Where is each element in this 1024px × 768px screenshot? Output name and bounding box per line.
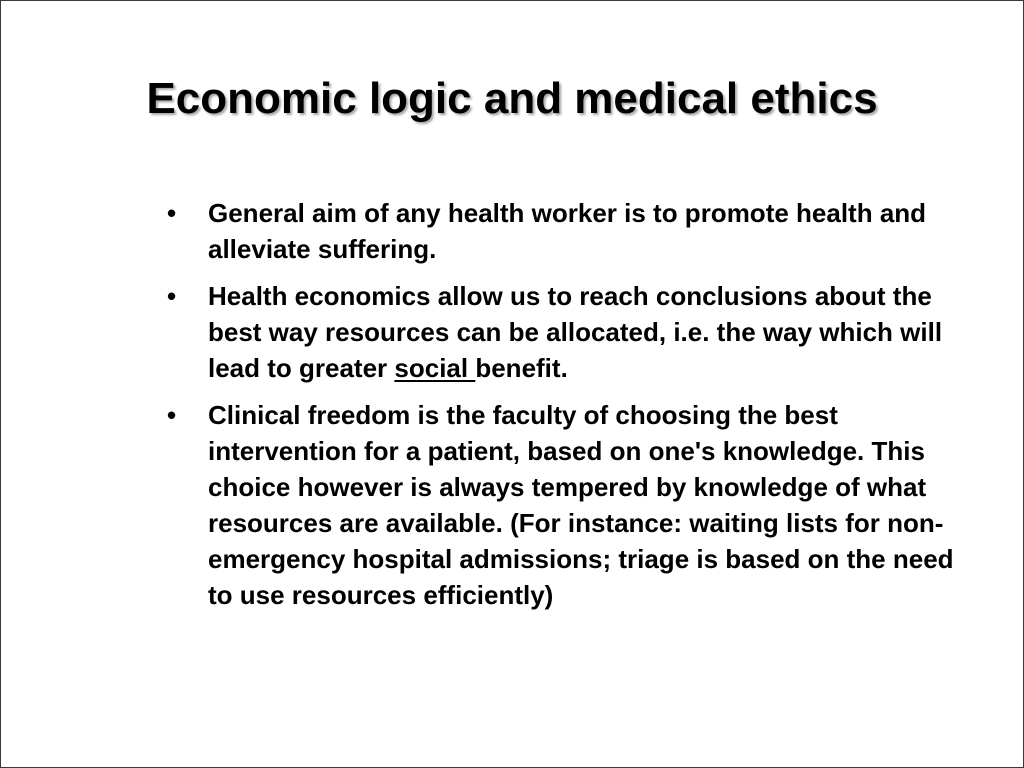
bullet-item (163, 278, 983, 386)
bullet-icon: • (167, 281, 177, 311)
bullet-item (163, 195, 983, 267)
bullet-text-part: Health economics allow us to reach conclusions about the best way resources can be allocated, i.e. the way which will lead to greater (208, 281, 943, 383)
bullet-text: General aim of any health worker is to promote health and alleviate suffering. (208, 198, 927, 264)
bullet-text: Clinical freedom is the faculty of choosing the best intervention for a patient, based on one's knowledge. This choice however is always tempered by knowledge of what resources are available. (For instance: waiting lists for non-emergency hospital admissions; triage is based on the need to use resources efficiently) (208, 400, 954, 610)
bullet-icon: • (167, 400, 177, 430)
bullet-list (163, 195, 983, 624)
bullet-text-part: benefit. (475, 353, 568, 383)
underlined-word: social (394, 353, 476, 383)
bullet-icon: • (167, 198, 177, 228)
slide-title: Economic logic and medical ethics (146, 74, 878, 123)
bullet-item (163, 397, 983, 613)
